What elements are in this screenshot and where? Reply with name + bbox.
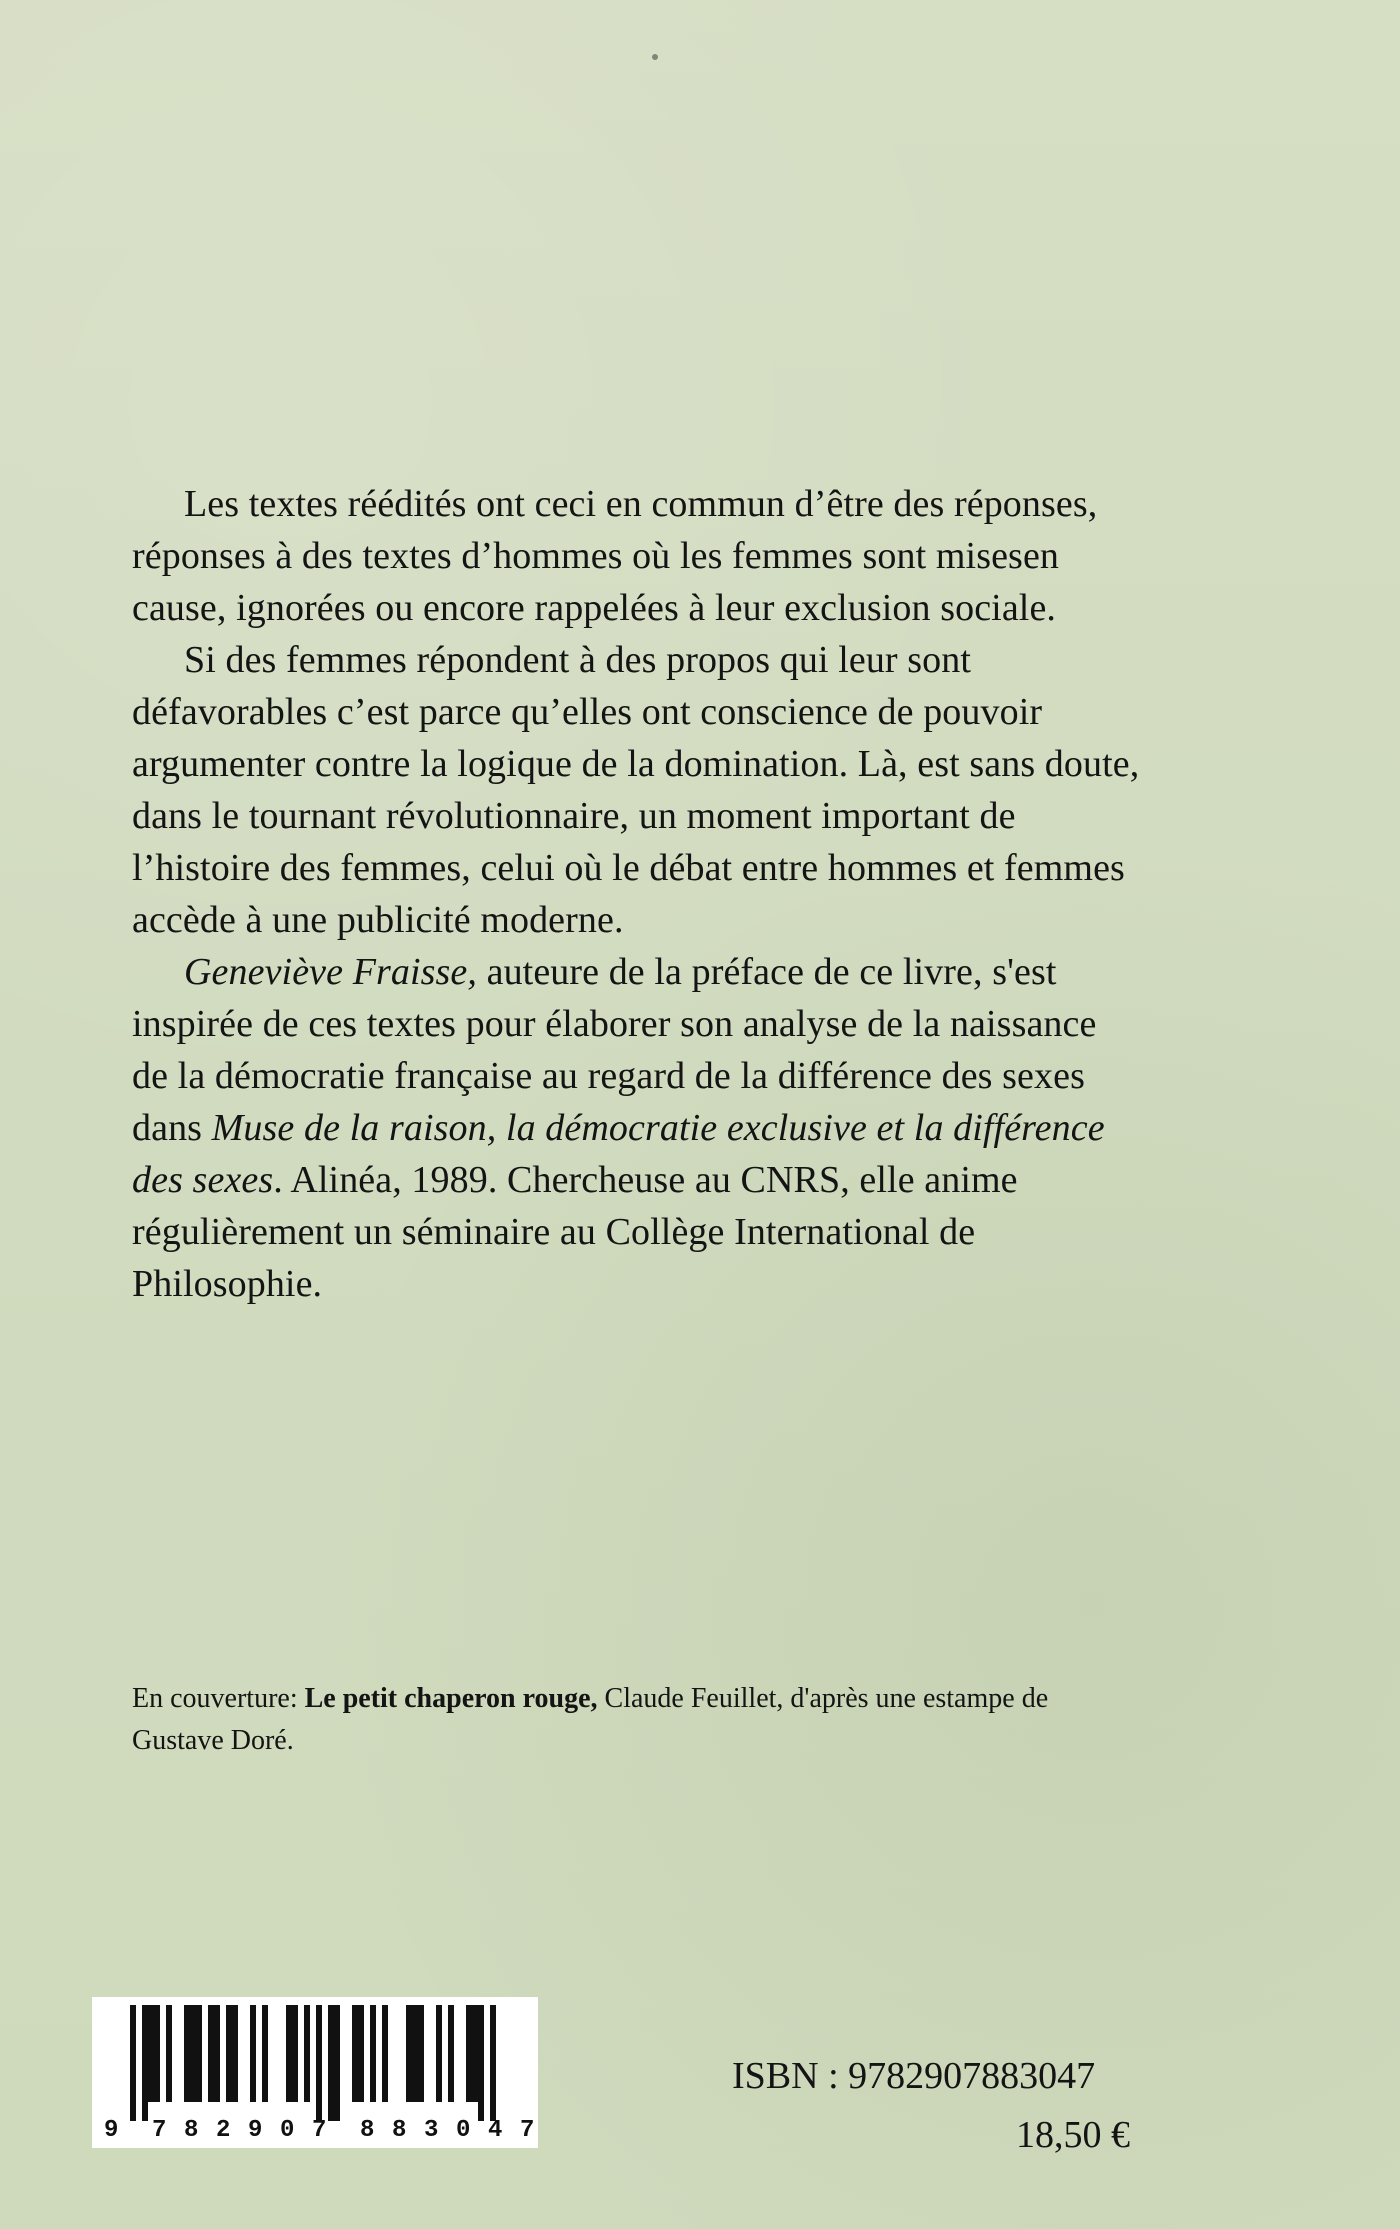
barcode: [92, 1997, 538, 2148]
price-text: 18,50 €: [1016, 2114, 1130, 2156]
barcode-digit: 8: [184, 2117, 199, 2144]
barcode-graphic: [92, 1997, 538, 2148]
print-speck: [652, 54, 658, 60]
isbn-text: ISBN : 9782907883047: [732, 2055, 1096, 2097]
credit-rest: Claude Feuillet, d'après une estampe de Gustave Doré.: [132, 1683, 1049, 1756]
barcode-bar: [250, 2005, 256, 2102]
barcode-digit: 8: [392, 2117, 407, 2144]
barcode-bar: [286, 2005, 292, 2102]
summary-paragraph-2: Si des femmes répondent à des propos qui leur sont défavorables c’est parce qu’elles ont conscience de pouvoir argumenter contre la logique de la domination. Là, est sans doute, dans le tournant révolutionnaire, un moment important de l’histoire des femmes, celui où le débat entre hommes et femmes accède à une publicité moderne.: [132, 639, 1140, 941]
barcode-digit: 3: [424, 2117, 439, 2144]
barcode-bar: [214, 2005, 220, 2102]
barcode-bar: [472, 2005, 478, 2102]
barcode-digit: 7: [312, 2117, 327, 2144]
barcode-bar: [370, 2005, 376, 2102]
back-cover-text: [132, 478, 1142, 1310]
barcode-bar: [466, 2005, 472, 2102]
barcode-bar: [436, 2005, 442, 2102]
barcode-digit: 4: [488, 2117, 503, 2144]
summary-paragraph-1: Les textes réédités ont ceci en commun d’être des réponses, réponses à des textes d’hommes où les femmes sont misesen cause, ignorées ou encore rappelées à leur exclusion sociale.: [132, 483, 1098, 629]
barcode-digit: 2: [216, 2117, 231, 2144]
barcode-bar: [328, 2005, 334, 2121]
bio-text-2: . Alinéa, 1989. Chercheuse au CNRS, elle anime régulièrement un séminaire au Collège International de Philosophie.: [132, 1159, 1018, 1305]
bio-text-1: auteure de la préface de ce livre, s'est inspirée de ces textes pour élaborer son analyse de la naissance de la démocratie française au regard de la différence des sexes dans: [132, 951, 1097, 1149]
barcode-bar: [226, 2005, 232, 2102]
book-title: Muse de la raison, la démocratie exclusive et la différence des sexes: [132, 1107, 1105, 1201]
barcode-digit: 0: [280, 2117, 295, 2144]
credit-title: Le petit chaperon rouge,: [304, 1683, 598, 1714]
cover-credit: [132, 1678, 1132, 1762]
author-bio: [132, 946, 1142, 1310]
barcode-bar: [292, 2005, 298, 2102]
barcode-bar: [352, 2005, 358, 2102]
barcode-bar: [154, 2005, 160, 2102]
author-name: Geneviève Fraisse,: [184, 951, 477, 993]
credit-prefix: En couverture:: [132, 1683, 305, 1714]
barcode-bar: [142, 2005, 148, 2121]
barcode-digit: 9: [248, 2117, 263, 2144]
barcode-bar: [232, 2005, 238, 2102]
barcode-bar: [166, 2005, 172, 2102]
barcode-bar: [148, 2005, 154, 2102]
barcode-bar: [262, 2005, 268, 2102]
barcode-bar: [196, 2005, 202, 2102]
barcode-bar: [304, 2005, 310, 2102]
barcode-bar: [316, 2005, 322, 2121]
barcode-digit: 8: [360, 2117, 375, 2144]
barcode-digit: 7: [152, 2117, 167, 2144]
barcode-bar: [406, 2005, 412, 2102]
barcode-bar: [412, 2005, 418, 2102]
barcode-bar: [184, 2005, 190, 2102]
barcode-digit: 0: [456, 2117, 471, 2144]
barcode-bar: [418, 2005, 424, 2102]
barcode-bar: [208, 2005, 214, 2102]
barcode-bar: [478, 2005, 484, 2121]
barcode-bar: [358, 2005, 364, 2102]
barcode-digit: 7: [520, 2117, 535, 2144]
barcode-bar: [490, 2005, 496, 2121]
barcode-bar: [382, 2005, 388, 2102]
barcode-bar: [190, 2005, 196, 2102]
barcode-bar: [334, 2005, 340, 2121]
barcode-digit: 9: [104, 2117, 119, 2144]
barcode-bar: [448, 2005, 454, 2102]
barcode-bar: [130, 2005, 136, 2121]
